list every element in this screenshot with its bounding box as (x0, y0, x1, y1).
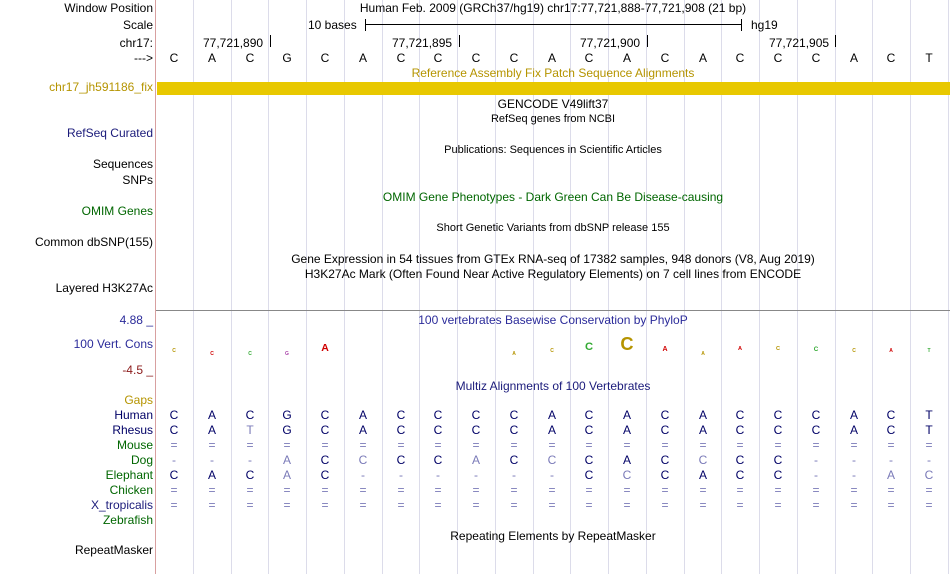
aligned-base: C (245, 468, 255, 482)
base-letter: A (547, 51, 556, 65)
aligned-base: = (359, 483, 367, 497)
aligned-base: C (660, 453, 670, 467)
base-letter: C (433, 51, 443, 65)
aligned-base: - (852, 468, 856, 482)
aligned-base: = (208, 438, 216, 452)
aligned-base: A (849, 423, 858, 437)
base-letter: C (660, 51, 670, 65)
aligned-base: C (396, 408, 406, 422)
coord-2: 77,721,895 (392, 36, 453, 50)
scale-bar-left-end (365, 19, 366, 31)
conservation-label[interactable]: 100 Vert. Cons (73, 337, 153, 351)
scale-bar-right-end (741, 19, 742, 31)
species-label[interactable]: Dog (130, 453, 153, 467)
aligned-base: = (359, 498, 367, 512)
conservation-glyph: C (550, 348, 554, 354)
aligned-base: - (248, 453, 252, 467)
base-letter: C (735, 51, 745, 65)
label-divider (155, 0, 156, 574)
aligned-base: = (736, 483, 744, 497)
refseq-curated-label[interactable]: RefSeq Curated (66, 126, 153, 140)
aligned-base: = (736, 498, 744, 512)
scale-assembly: hg19 (751, 18, 778, 32)
aligned-base: C (773, 468, 783, 482)
chrom-label: chr17: (119, 36, 153, 50)
aligned-base: = (397, 483, 405, 497)
conservation-glyph: T (927, 348, 931, 354)
aligned-base: = (510, 438, 518, 452)
aligned-base: C (660, 423, 670, 437)
aligned-base: A (547, 423, 556, 437)
aligned-base: = (661, 483, 669, 497)
aligned-base: = (434, 438, 442, 452)
aligned-base: C (358, 453, 368, 467)
gencode-track-title[interactable]: GENCODE V49lift37 (497, 97, 609, 111)
aligned-base: = (170, 438, 178, 452)
base-letter: A (207, 51, 216, 65)
conservation-glyph: A (701, 351, 705, 357)
aligned-base: C (396, 423, 406, 437)
aligned-base: A (698, 408, 707, 422)
aligned-base: C (735, 453, 745, 467)
aligned-base: = (887, 483, 895, 497)
species-label[interactable]: Human (114, 408, 153, 422)
aligned-base: T (246, 423, 254, 437)
aligned-base: = (661, 438, 669, 452)
aligned-base: C (320, 408, 330, 422)
aligned-base: - (927, 453, 931, 467)
aligned-base: = (623, 498, 631, 512)
aligned-base: = (585, 498, 593, 512)
aligned-base: A (622, 423, 631, 437)
aligned-base: A (207, 468, 216, 482)
conservation-glyph: C (813, 346, 819, 353)
aligned-base: = (887, 438, 895, 452)
window-position-value: Human Feb. 2009 (GRCh37/hg19) chr17:77,721,888-77,721,908 (21 bp) (359, 1, 747, 15)
fix-patch-alignment-bar[interactable] (157, 82, 950, 95)
aligned-base: C (509, 408, 519, 422)
aligned-base: C (811, 408, 821, 422)
aligned-base: = (170, 498, 178, 512)
aligned-base: = (472, 498, 480, 512)
strand-label: ---> (134, 51, 153, 65)
aligned-base: A (282, 453, 291, 467)
base-letter: C (811, 51, 821, 65)
species-label[interactable]: Rhesus (112, 423, 153, 437)
aligned-base: A (547, 408, 556, 422)
aligned-base: T (925, 423, 933, 437)
coord-tick-4 (835, 35, 836, 47)
aligned-base: C (433, 423, 443, 437)
base-letter: C (169, 51, 179, 65)
refseq-track-title[interactable]: RefSeq genes from NCBI (490, 113, 616, 125)
aligned-base: - (436, 468, 440, 482)
conservation-glyph: A (321, 342, 329, 354)
aligned-base: = (699, 483, 707, 497)
conservation-glyph: C (248, 351, 252, 357)
aligned-base: = (736, 438, 744, 452)
aligned-base: = (510, 498, 518, 512)
aligned-base: A (471, 453, 480, 467)
base-letter: A (849, 51, 858, 65)
conservation-max-label: 4.88 _ (119, 313, 153, 327)
aligned-base: A (207, 408, 216, 422)
coord-1: 77,721,890 (203, 36, 264, 50)
conservation-glyph: A (512, 351, 516, 357)
aligned-base: C (773, 408, 783, 422)
species-label[interactable]: Zebrafish (102, 513, 153, 527)
base-letter: A (698, 51, 707, 65)
aligned-base: - (889, 453, 893, 467)
aligned-base: = (850, 483, 858, 497)
multiz-track-title[interactable]: Multiz Alignments of 100 Vertebrates (455, 379, 651, 393)
conservation-glyph: A (662, 346, 668, 353)
conservation-glyph: A (737, 346, 743, 352)
aligned-base: - (172, 453, 176, 467)
aligned-base: A (698, 423, 707, 437)
aligned-base: C (698, 453, 708, 467)
track-separator (156, 310, 950, 311)
h3k27ac-label[interactable]: Layered H3K27Ac (55, 281, 153, 295)
base-letter: C (320, 51, 330, 65)
aligned-base: = (812, 483, 820, 497)
aligned-base: C (886, 408, 896, 422)
aligned-base: = (774, 438, 782, 452)
h3k27ac-track-title[interactable]: H3K27Ac Mark (Often Found Near Active Regulatory Elements) on 7 cell lines from ENCODE (304, 267, 802, 281)
aligned-base: = (246, 498, 254, 512)
aligned-base: C (660, 408, 670, 422)
base-letter: A (622, 51, 631, 65)
repeatmasker-track-title[interactable]: Repeating Elements by RepeatMasker (450, 529, 656, 543)
aligned-base: = (774, 483, 782, 497)
species-label[interactable]: Elephant (105, 468, 153, 482)
aligned-base: = (623, 438, 631, 452)
window-position-label: Window Position (64, 1, 153, 15)
aligned-base: = (661, 498, 669, 512)
conservation-glyph: C (584, 341, 594, 353)
conservation-glyph: G (285, 351, 289, 357)
aligned-base: A (358, 408, 367, 422)
aligned-base: - (814, 453, 818, 467)
aligned-base: = (585, 438, 593, 452)
aligned-base: C (924, 468, 934, 482)
species-label[interactable]: Mouse (116, 438, 153, 452)
dbsnp-track-title[interactable]: Short Genetic Variants from dbSNP release 155 (436, 222, 670, 234)
aligned-base: = (321, 438, 329, 452)
aligned-base: = (850, 498, 858, 512)
aligned-base: = (321, 483, 329, 497)
scale-bar-line (365, 24, 741, 25)
aligned-base: = (283, 498, 291, 512)
conservation-glyph: A (889, 348, 893, 354)
aligned-base: - (852, 453, 856, 467)
coord-tick-3 (647, 35, 648, 47)
base-letter: T (925, 51, 933, 65)
omim-track-title[interactable]: OMIM Gene Phenotypes - Dark Green Can Be Disease-causing (382, 190, 724, 204)
coord-tick-1 (270, 35, 271, 47)
aligned-base: G (282, 408, 292, 422)
aligned-base: = (472, 483, 480, 497)
conservation-min-label: -4.5 _ (122, 363, 153, 377)
aligned-base: = (699, 438, 707, 452)
gaps-label[interactable]: Gaps (124, 393, 153, 407)
aligned-base: A (622, 453, 631, 467)
scale-label: Scale (122, 18, 153, 32)
aligned-base: = (850, 438, 858, 452)
aligned-base: = (397, 498, 405, 512)
aligned-base: C (886, 423, 896, 437)
aligned-base: = (925, 498, 933, 512)
aligned-base: = (548, 438, 556, 452)
aligned-base: = (548, 483, 556, 497)
aligned-base: C (509, 453, 519, 467)
aligned-base: C (433, 408, 443, 422)
aligned-base: = (812, 438, 820, 452)
aligned-base: C (245, 408, 255, 422)
aligned-base: = (397, 438, 405, 452)
aligned-base: C (471, 423, 481, 437)
omim-genes-label[interactable]: OMIM Genes (81, 204, 153, 218)
aligned-base: C (735, 468, 745, 482)
coord-4: 77,721,905 (769, 36, 830, 50)
publications-track-title[interactable]: Publications: Sequences in Scientific Articles (444, 144, 662, 156)
aligned-base: = (510, 483, 518, 497)
aligned-base: C (320, 423, 330, 437)
aligned-base: = (208, 483, 216, 497)
aligned-base: C (471, 408, 481, 422)
base-letter: A (358, 51, 367, 65)
aligned-base: C (773, 423, 783, 437)
conservation-glyph: C (852, 348, 856, 354)
aligned-base: C (320, 468, 330, 482)
aligned-base: = (585, 483, 593, 497)
aligned-base: C (433, 453, 443, 467)
aligned-base: C (169, 408, 179, 422)
base-letter: G (282, 51, 292, 65)
aligned-base: A (849, 408, 858, 422)
aligned-base: A (358, 423, 367, 437)
aligned-base: = (246, 438, 254, 452)
aligned-base: C (622, 468, 632, 482)
aligned-base: - (361, 468, 365, 482)
aligned-base: = (283, 438, 291, 452)
aligned-base: C (169, 423, 179, 437)
aligned-base: A (698, 468, 707, 482)
aligned-base: - (814, 468, 818, 482)
aligned-base: = (887, 498, 895, 512)
aligned-base: C (584, 423, 594, 437)
aligned-base: C (773, 453, 783, 467)
aligned-base: C (547, 453, 557, 467)
aligned-base: C (735, 423, 745, 437)
coord-tick-2 (459, 35, 460, 47)
aligned-base: = (321, 498, 329, 512)
aligned-base: T (925, 408, 933, 422)
base-letter: C (584, 51, 594, 65)
aligned-base: = (925, 483, 933, 497)
fix-patch-item-label[interactable]: chr17_jh591186_fix (49, 80, 153, 94)
gtex-track-title[interactable]: Gene Expression in 54 tissues from GTEx RNA-seq of 17382 samples, 948 donors (V8, Aug 2019) (291, 252, 815, 266)
aligned-base: - (210, 453, 214, 467)
base-letter: C (773, 51, 783, 65)
base-letter: C (509, 51, 519, 65)
conservation-glyph: C (620, 334, 634, 354)
aligned-base: C (735, 408, 745, 422)
aligned-base: = (548, 498, 556, 512)
aligned-base: = (925, 438, 933, 452)
species-label[interactable]: X_tropicalis (90, 498, 153, 512)
aligned-base: = (699, 498, 707, 512)
aligned-base: = (472, 438, 480, 452)
aligned-base: = (623, 483, 631, 497)
scale-bar-text: 10 bases (308, 18, 357, 32)
fix-patch-track-title[interactable]: Reference Assembly Fix Patch Sequence Alignments (411, 66, 695, 80)
aligned-base: - (399, 468, 403, 482)
aligned-base: A (886, 468, 895, 482)
conservation-glyph: C (172, 348, 176, 354)
aligned-base: A (282, 468, 291, 482)
aligned-base: C (660, 468, 670, 482)
aligned-base: = (359, 438, 367, 452)
base-letter: C (471, 51, 481, 65)
conservation-track-title[interactable]: 100 vertebrates Basewise Conservation by PhyloP (418, 313, 688, 327)
aligned-base: = (812, 498, 820, 512)
aligned-base: C (169, 468, 179, 482)
aligned-base: C (584, 408, 594, 422)
base-letter: C (245, 51, 255, 65)
aligned-base: C (509, 423, 519, 437)
conservation-glyph: C (775, 346, 781, 352)
aligned-base: C (584, 468, 594, 482)
aligned-base: = (246, 483, 254, 497)
aligned-base: = (774, 498, 782, 512)
aligned-base: C (584, 453, 594, 467)
base-letter: C (396, 51, 406, 65)
aligned-base: C (811, 423, 821, 437)
repeatmasker-label[interactable]: RepeatMasker (74, 543, 153, 557)
aligned-base: - (512, 468, 516, 482)
aligned-base: = (434, 483, 442, 497)
aligned-base: = (283, 483, 291, 497)
conservation-glyph: C (210, 351, 214, 357)
aligned-base: = (208, 498, 216, 512)
aligned-base: = (170, 483, 178, 497)
aligned-base: A (622, 408, 631, 422)
species-label[interactable]: Chicken (109, 483, 153, 497)
aligned-base: A (207, 423, 216, 437)
snps-label[interactable]: SNPs (122, 173, 153, 187)
base-letter: C (886, 51, 896, 65)
coord-3: 77,721,900 (580, 36, 641, 50)
sequences-label[interactable]: Sequences (92, 157, 153, 171)
aligned-base: - (550, 468, 554, 482)
aligned-base: G (282, 423, 292, 437)
aligned-base: = (434, 498, 442, 512)
dbsnp-label[interactable]: Common dbSNP(155) (34, 235, 153, 249)
aligned-base: - (474, 468, 478, 482)
aligned-base: C (396, 453, 406, 467)
aligned-base: C (320, 453, 330, 467)
